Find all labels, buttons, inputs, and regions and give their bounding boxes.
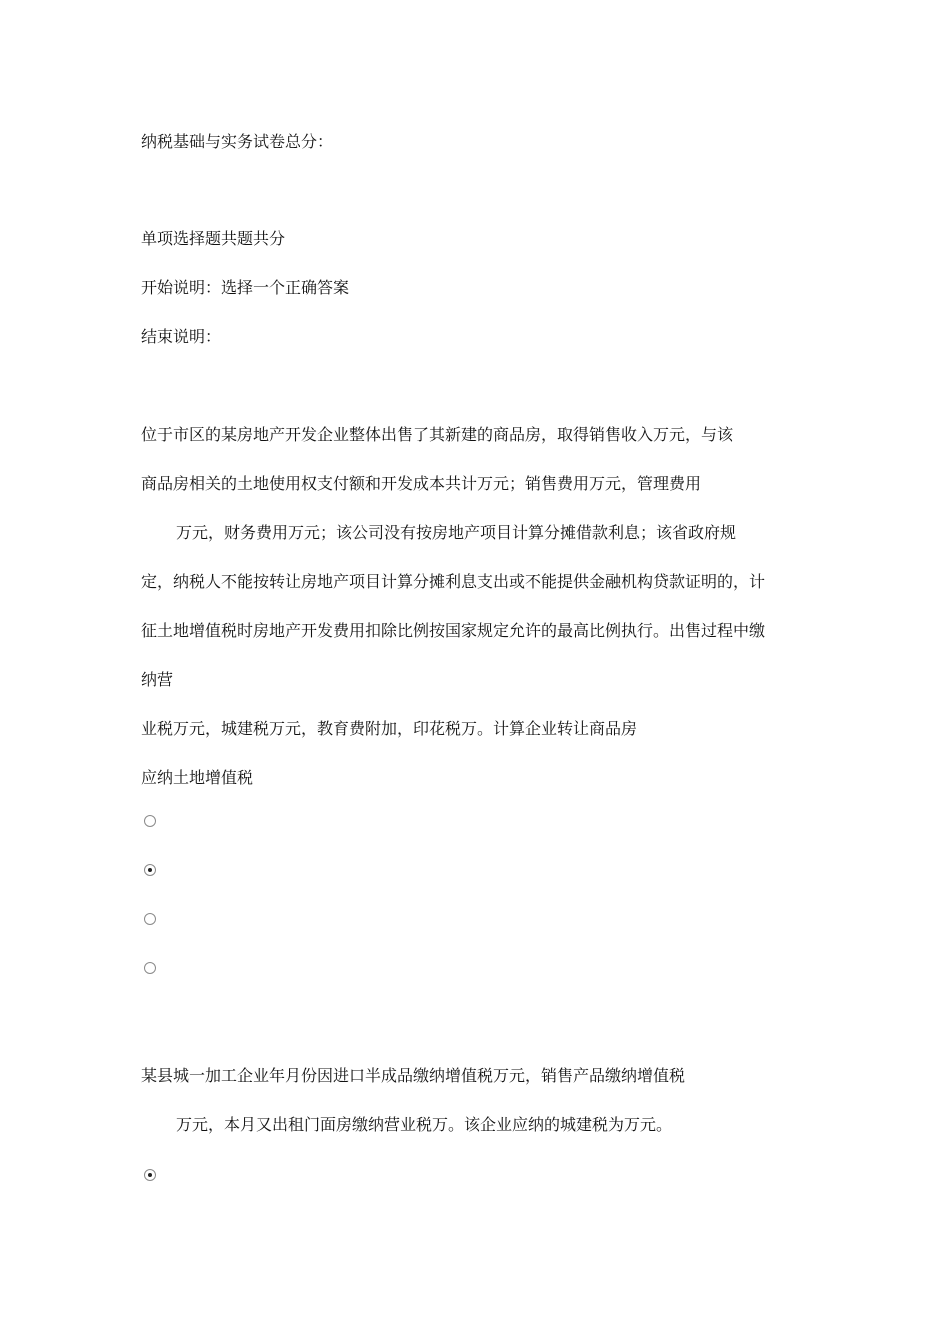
question-text-line: 定，纳税人不能按转让房地产项目计算分摊利息支出或不能提供金融机构贷款证明的，计 xyxy=(141,572,766,591)
question-text-line: 纳营 xyxy=(141,670,174,689)
end-instructions: 结束说明： xyxy=(141,327,222,346)
question-text-line: 商品房相关的土地使用权支付额和开发成本共计万元；销售费用万元，管理费用 xyxy=(141,474,702,493)
answer-radio-d[interactable] xyxy=(144,962,156,974)
answer-radio-c[interactable] xyxy=(144,913,156,925)
question-text-line: 业税万元，城建税万元，教育费附加，印花税万。计算企业转让商品房 xyxy=(141,719,638,738)
question-text-line: 应纳土地增值税 xyxy=(141,768,254,787)
answer-radio-a[interactable] xyxy=(144,815,156,827)
question-text-line: 万元，财务费用万元；该公司没有按房地产项目计算分摊借款利息；该省政府规 xyxy=(176,523,737,542)
answer-radio-a[interactable] xyxy=(144,1169,156,1181)
answer-radio-b[interactable] xyxy=(144,864,156,876)
question-text-line: 某县城一加工企业年月份因进口半成品缴纳增值税万元，销售产品缴纳增值税 xyxy=(141,1066,686,1085)
question-text-line: 征土地增值税时房地产开发费用扣除比例按国家规定允许的最高比例执行。出售过程中缴 xyxy=(141,621,766,640)
question-text-line: 位于市区的某房地产开发企业整体出售了其新建的商品房，取得销售收入万元，与该 xyxy=(141,425,734,444)
start-instructions: 开始说明：选择一个正确答案 xyxy=(141,278,350,297)
exam-title: 纳税基础与实务试卷总分： xyxy=(141,132,334,151)
section-heading: 单项选择题共题共分 xyxy=(141,229,286,248)
question-text-line: 万元，本月又出租门面房缴纳营业税万。该企业应纳的城建税为万元。 xyxy=(176,1115,673,1134)
